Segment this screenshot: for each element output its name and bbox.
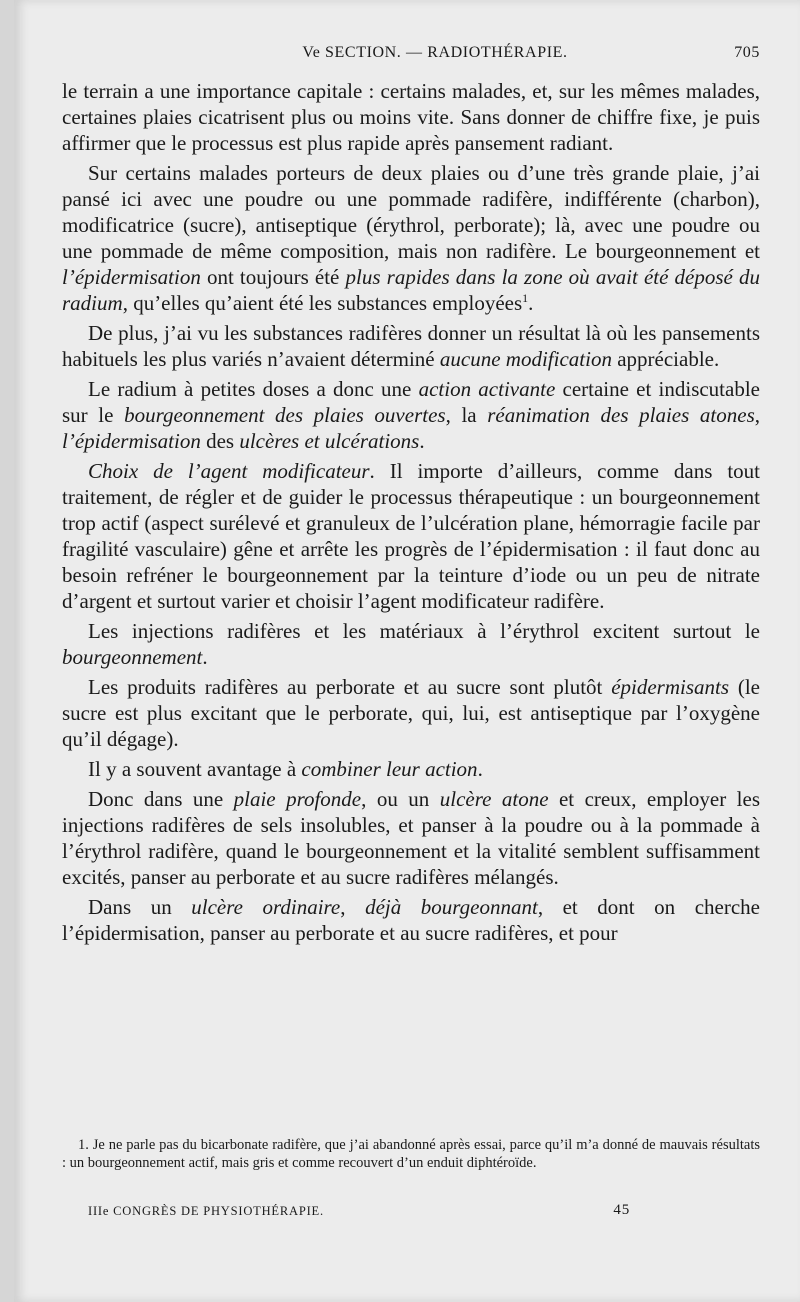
italic-run: l’épidermisation [62, 265, 201, 289]
text-run: Les produits radifères au perborate et au sucre sont plutôt [88, 675, 612, 699]
body-text [62, 78, 760, 946]
paragraph [62, 458, 760, 614]
paragraph [62, 376, 760, 454]
italic-run: ulcère atone [439, 787, 549, 811]
italic-run: Choix de l’agent modificateur [88, 459, 370, 483]
text-run: Donc dans une [88, 787, 234, 811]
italic-run: bourgeonnement [62, 645, 203, 669]
italic-run: plaie profonde [233, 787, 362, 811]
text-run: De plus, j’ai vu les substances radifères donner un résultat là où les pansements habituels les plus variés n’avaient déterminé [62, 321, 760, 371]
italic-run: action activante [418, 377, 556, 401]
text-run: appréciable. [611, 347, 720, 371]
text-run: et creux, employer les injections radifères de sels insolubles, et panser à la poudre ou à la pommade à l’érythrol radifère, quand le bourgeonnement et la vitalité semblent suffisamment excités, panser au perborate et au sucre radifères mélangés. [62, 787, 760, 889]
italic-run: combiner leur action [301, 757, 478, 781]
footnote-reference: 1 [522, 291, 529, 305]
book-page [14, 0, 800, 1302]
text-run: . Il importe d’ailleurs, comme dans tout traitement, de régler et de guider le processus thérapeutique : un bourgeonnement trop actif (aspect surélevé et granuleux de l’ulcération plane, hémorragie facile par fragilité vasculaire) gêne et arrête les progrès de l’épidermisation : il faut donc au besoin refréner le bourgeonnement par la teinture d’iode ou un peu de nitrate d’argent et surtout varier et choisir l’agent modificateur radifère. [62, 459, 760, 613]
text-run: , [754, 403, 760, 427]
text-run: Le radium à petites doses a donc une [88, 377, 419, 401]
text-run: Dans un [88, 895, 192, 919]
paragraph [62, 674, 760, 752]
italic-run: aucune modification [439, 347, 612, 371]
signature-number: 45 [613, 1202, 630, 1218]
paragraph [62, 320, 760, 372]
italic-run: l’épidermisation [62, 429, 201, 453]
footnote-text: Je ne parle pas du bicarbonate radifère, que j’ai abandonné après essai, parce qu’il m’a donné de mauvais résultats : un bourgeonnement actif, mais gris et comme recouvert d’un enduit diphtéroïde. [62, 1137, 761, 1171]
text-run: . [202, 645, 208, 669]
text-run: , [340, 895, 366, 919]
running-head [70, 44, 760, 72]
page-number: 705 [734, 44, 760, 61]
paragraph [62, 78, 760, 156]
italic-run: réanimation des plaies atones [487, 403, 755, 427]
text-run: des [200, 429, 240, 453]
italic-run: plus rapides dans la zone où avait été déposé du radium [62, 265, 760, 315]
italic-run: bourgeonnement des plaies ouvertes [124, 403, 446, 427]
text-run: , la [445, 403, 488, 427]
text-run: Il y a souvent avantage à [88, 757, 302, 781]
text-run: certaine et indiscutable sur le [62, 377, 760, 427]
paragraph [62, 160, 760, 316]
italic-run: déjà bourgeonnant [365, 895, 538, 919]
paragraph [62, 786, 760, 890]
text-run: . [477, 757, 483, 781]
text-run: ont toujours été [200, 265, 346, 289]
text-run: , ou un [361, 787, 440, 811]
footnote [62, 1136, 760, 1172]
text-run: , et dont on cherche l’épidermisation, panser au perborate et au sucre radifères, et pour [62, 895, 760, 945]
italic-run: épidermisants [611, 675, 730, 699]
paragraph [62, 756, 760, 782]
paragraph [62, 618, 760, 670]
italic-run: ulcère ordinaire [191, 895, 341, 919]
text-run: . [419, 429, 425, 453]
text-run: , qu’elles qu’aient été les substances employées [122, 291, 523, 315]
section-title: Ve SECTION. — RADIOTHÉRAPIE. [302, 44, 568, 61]
paragraph [62, 894, 760, 946]
text-run: Les injections radifères et les matériaux à l’érythrol excitent surtout le [88, 619, 760, 643]
text-run: le terrain a une importance capitale : certains malades, et, sur les mêmes malades, certaines plaies cicatrisent plus ou moins vite. Sans donner de chiffre fixe, je puis affirmer que le processus est plus rapide après pansement radiant. [62, 79, 760, 155]
text-run: (le sucre est plus excitant que le perborate, qui, lui, est antiseptique par l’oxygène qu’il dégage). [62, 675, 760, 751]
signature-label: IIIe CONGRÈS DE PHYSIOTHÉRAPIE. [88, 1204, 324, 1218]
footnote-marker: 1. [78, 1137, 89, 1153]
text-run: Sur certains malades porteurs de deux plaies ou d’une très grande plaie, j’ai pansé ici avec une poudre ou une pommade radifère, indifférente (charbon), modificatrice (sucre), antiseptique (érythrol, perborate); là, avec une poudre ou une pommade de même composition, mais non radifère. Le bourgeonnement et [62, 161, 760, 263]
italic-run: ulcères et ulcérations [239, 429, 420, 453]
text-run: . [528, 291, 534, 315]
